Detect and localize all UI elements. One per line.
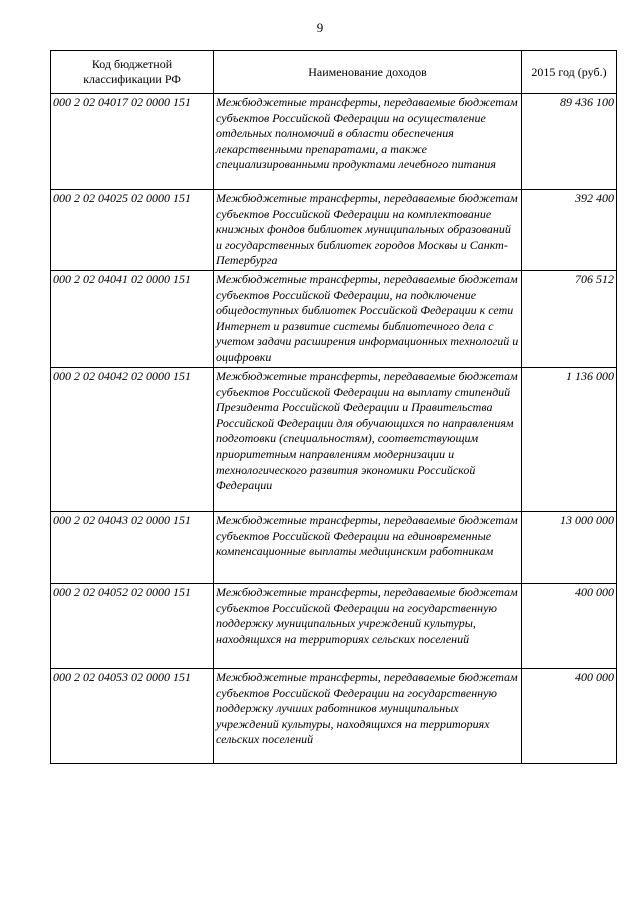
row-code: 000 2 02 04052 02 0000 151: [51, 584, 214, 669]
row-amount: 400 000: [522, 669, 617, 764]
row-code: 000 2 02 04042 02 0000 151: [51, 368, 214, 512]
table-row: [51, 512, 617, 584]
row-amount: 13 000 000: [522, 512, 617, 584]
table-header-row: [51, 51, 617, 94]
page-number: 9: [316, 20, 324, 35]
row-amount: 706 512: [522, 271, 617, 368]
table-row: [51, 368, 617, 512]
row-code: 000 2 02 04017 02 0000 151: [51, 94, 214, 190]
row-amount: 89 436 100: [522, 94, 617, 190]
row-name: Межбюджетные трансферты, передаваемые бюджетам субъектов Российской Федерации, на подключение общедоступных библиотек Российской Федерации к сети Интернет и развитие системы библиотечного дела с учетом задачи расширения информационных технологий и оцифровки: [214, 271, 522, 368]
table-row: [51, 94, 617, 190]
row-amount: 392 400: [522, 190, 617, 271]
header-amount: 2015 год (руб.): [522, 51, 617, 94]
table-row: [51, 584, 617, 669]
revenue-table: [50, 50, 617, 764]
header-name: Наименование доходов: [214, 51, 522, 94]
row-code: 000 2 02 04053 02 0000 151: [51, 669, 214, 764]
row-name: Межбюджетные трансферты, передаваемые бюджетам субъектов Российской Федерации на государственную поддержку лучших работников муниципальных учреждений культуры, находящихся на территориях сельских поселений: [214, 669, 522, 764]
row-name: Межбюджетные трансферты, передаваемые бюджетам субъектов Российской Федерации на государственную поддержку муниципальных учреждений культуры, находящихся на территориях сельских поселений: [214, 584, 522, 669]
table-row: [51, 190, 617, 271]
row-code: 000 2 02 04043 02 0000 151: [51, 512, 214, 584]
row-code: 000 2 02 04041 02 0000 151: [51, 271, 214, 368]
row-name: Межбюджетные трансферты, передаваемые бюджетам субъектов Российской Федерации на единовременные компенсационные выплаты медицинским работникам: [214, 512, 522, 584]
table-row: [51, 669, 617, 764]
header-code: Код бюджетной классификации РФ: [51, 51, 214, 94]
row-name: Межбюджетные трансферты, передаваемые бюджетам субъектов Российской Федерации на выплату стипендий Президента Российской Федерации и Правительства Российской Федерации для обучающихся по направлениям подготовки (специальностям), соответствующим приоритетным направлениям модернизации и технологического развития экономики Российской Федерации: [214, 368, 522, 512]
row-name: Межбюджетные трансферты, передаваемые бюджетам субъектов Российской Федерации на комплектование книжных фондов библиотек муниципальных образований и государственных библиотек городов Москвы и Санкт-Петербурга: [214, 190, 522, 271]
row-amount: 400 000: [522, 584, 617, 669]
row-code: 000 2 02 04025 02 0000 151: [51, 190, 214, 271]
row-name: Межбюджетные трансферты, передаваемые бюджетам субъектов Российской Федерации на осуществление отдельных полномочий в области обеспечения лекарственными препаратами, а также специализированными продуктами лечебного питания: [214, 94, 522, 190]
row-amount: 1 136 000: [522, 368, 617, 512]
table-row: [51, 271, 617, 368]
